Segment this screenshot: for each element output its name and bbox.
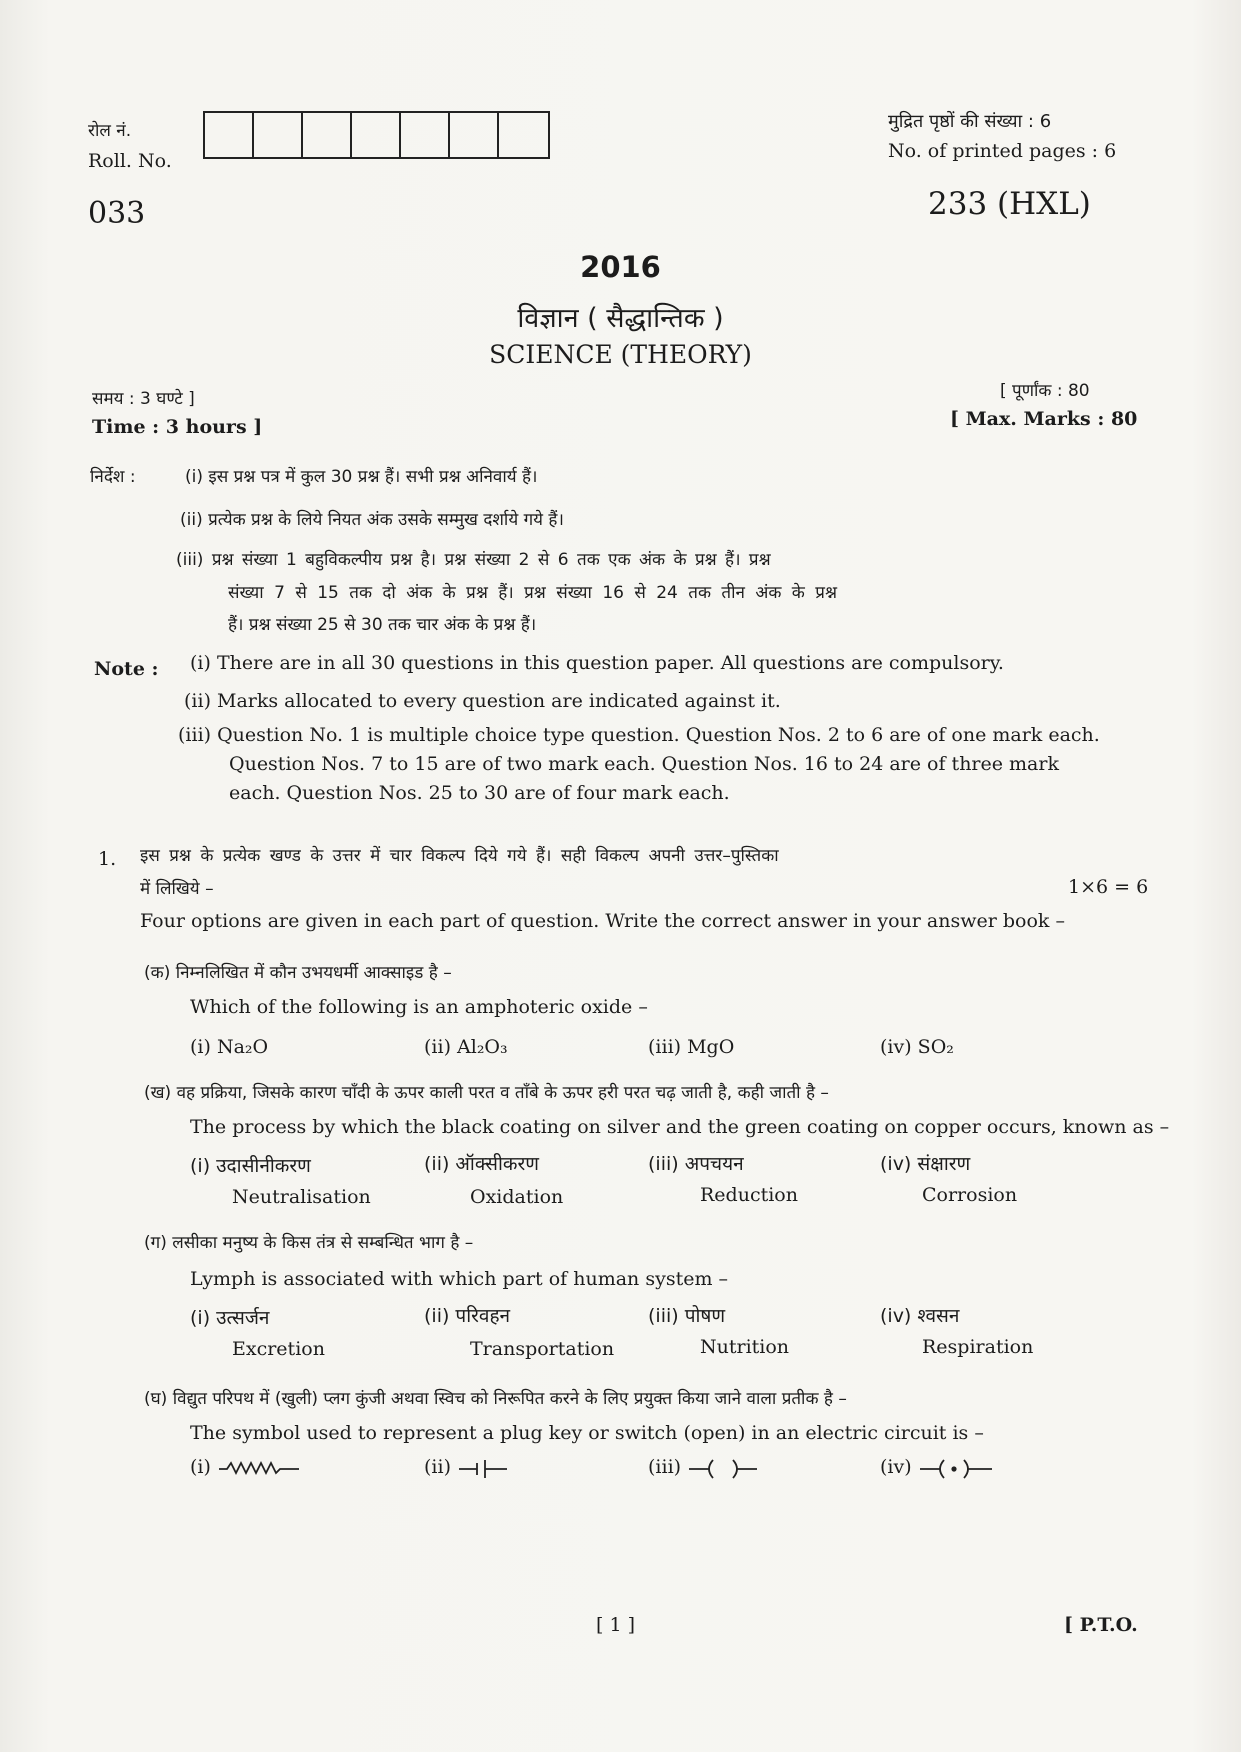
- exam-year: 2016: [580, 250, 661, 284]
- instruction-hindi-3-line1: (iii) प्रश्न संख्या 1 बहुविकल्पीय प्रश्न है। प्रश्न संख्या 2 से 6 तक एक अंक के प्रश्न हैं। प्रश्न: [176, 550, 771, 570]
- option: (iv) SO₂: [880, 1036, 954, 1058]
- option-gha-3: [648, 1456, 759, 1479]
- option-hindi: (ii) परिवहन: [424, 1305, 511, 1327]
- note-english-3-line3: each. Question Nos. 25 to 30 are of four mark each.: [229, 782, 730, 804]
- option-english: Nutrition: [700, 1336, 790, 1358]
- question-1-hindi-line2: में लिखिये –: [140, 879, 214, 899]
- roll-label-hindi: रोल नं.: [88, 121, 132, 141]
- roll-digit-box: [254, 113, 303, 157]
- part-kha-hindi: (ख) वह प्रक्रिया, जिसके कारण चाँदी के ऊपर काली परत व ताँबे के ऊपर हरी परत चढ़ जाती है, कही जाती है –: [144, 1083, 829, 1103]
- option-english: Respiration: [922, 1336, 1034, 1358]
- option-number: (i): [190, 1456, 211, 1478]
- option-hindi: (i) उदासीनीकरण: [190, 1155, 311, 1177]
- open-plug-key-icon: [687, 1457, 759, 1479]
- instruction-hindi-3-line3: हैं। प्रश्न संख्या 25 से 30 तक चार अंक के प्रश्न हैं।: [228, 615, 537, 635]
- option-english: Oxidation: [470, 1186, 564, 1208]
- part-ka-english: Which of the following is an amphoteric oxide –: [190, 996, 648, 1018]
- instruction-hindi-3-line2: संख्या 7 से 15 तक दो अंक के प्रश्न हैं। प्रश्न संख्या 16 से 24 तक तीन अंक के प्रश्न: [228, 583, 837, 603]
- roll-digit-box: [352, 113, 401, 157]
- instructions-label-hindi: निर्देश :: [90, 467, 136, 487]
- option-english: Neutralisation: [232, 1186, 371, 1208]
- option-hindi: (iv) श्वसन: [880, 1305, 960, 1327]
- option-gha-1: [190, 1456, 301, 1478]
- option-hindi: (ii) ऑक्सीकरण: [424, 1153, 539, 1175]
- printed-pages-english: No. of printed pages : 6: [888, 140, 1117, 162]
- max-marks-hindi: [ पूर्णांक : 80: [1000, 381, 1090, 401]
- note-english-2: (ii) Marks allocated to every question are indicated against it.: [184, 690, 781, 712]
- option-hindi: (iii) अपचयन: [648, 1153, 744, 1175]
- question-1-english: Four options are given in each part of question. Write the correct answer in your answer book –: [140, 910, 1065, 932]
- option-hindi: (i) उत्सर्जन: [190, 1307, 270, 1329]
- time-english: Time : 3 hours ]: [92, 416, 263, 438]
- paper-code: 233 (HXL): [928, 186, 1091, 222]
- subject-title-hindi: विज्ञान ( सैद्धान्तिक ): [517, 303, 724, 334]
- question-1-marks: 1×6 = 6: [1068, 876, 1149, 898]
- time-hindi: समय : 3 घण्टे ]: [92, 389, 195, 409]
- question-number: 1.: [98, 848, 117, 870]
- part-ga-hindi: (ग) लसीका मनुष्य के किस तंत्र से सम्बन्धित भाग है –: [144, 1233, 474, 1253]
- max-marks-english: [ Max. Marks : 80: [950, 408, 1138, 430]
- resistor-symbol-icon: [217, 1458, 301, 1478]
- roll-label-english: Roll. No.: [88, 150, 172, 172]
- part-kha-english: The process by which the black coating on silver and the green coating on copper occurs, known as –: [190, 1116, 1170, 1138]
- roll-digit-box: [401, 113, 450, 157]
- option-gha-2: [424, 1456, 509, 1479]
- roll-digit-box: [450, 113, 499, 157]
- option: (i) Na₂O: [190, 1036, 269, 1058]
- note-english-1: (i) There are in all 30 questions in this question paper. All questions are compulsory.: [190, 652, 1004, 674]
- option-english: Excretion: [232, 1338, 325, 1360]
- page-number: [ 1 ]: [596, 1614, 635, 1636]
- option: (iii) MgO: [648, 1036, 735, 1058]
- note-label-english: Note :: [94, 658, 159, 680]
- note-english-3-line1: (iii) Question No. 1 is multiple choice type question. Question Nos. 2 to 6 are of one mark each.: [178, 724, 1100, 746]
- centre-code: 033: [88, 196, 146, 231]
- instruction-hindi-1: (i) इस प्रश्न पत्र में कुल 30 प्रश्न हैं। सभी प्रश्न अनिवार्य हैं।: [185, 467, 538, 487]
- question-1-hindi-line1: इस प्रश्न के प्रत्येक खण्ड के उत्तर में चार विकल्प दिये गये हैं। सही विकल्प अपनी उत्तर–पुस्तिका: [140, 846, 779, 866]
- closed-plug-key-icon: [918, 1457, 994, 1479]
- option-number: (ii): [424, 1456, 451, 1478]
- part-gha-english: The symbol used to represent a plug key or switch (open) in an electric circuit is –: [190, 1422, 984, 1444]
- part-ka-hindi: (क) निम्नलिखित में कौन उभयधर्मी आक्साइड है –: [144, 963, 452, 983]
- option: (ii) Al₂O₃: [424, 1036, 508, 1058]
- cell-symbol-icon: [457, 1457, 509, 1479]
- please-turn-over: [ P.T.O.: [1064, 1614, 1138, 1636]
- roll-digit-box: [205, 113, 254, 157]
- note-english-3-line2: Question Nos. 7 to 15 are of two mark each. Question Nos. 16 to 24 are of three mark: [229, 753, 1059, 775]
- option-hindi: (iv) संक्षारण: [880, 1153, 971, 1175]
- instruction-hindi-2: (ii) प्रत्येक प्रश्न के लिये नियत अंक उसके सम्मुख दर्शाये गये हैं।: [180, 510, 564, 530]
- option-english: Corrosion: [922, 1184, 1018, 1206]
- part-ga-english: Lymph is associated with which part of human system –: [190, 1268, 729, 1290]
- option-number: (iii): [648, 1456, 682, 1478]
- option-english: Transportation: [470, 1338, 615, 1360]
- option-english: Reduction: [700, 1184, 798, 1206]
- printed-pages-hindi: मुद्रित पृष्ठों की संख्या : 6: [888, 111, 1052, 132]
- option-number: (iv): [880, 1456, 912, 1478]
- roll-digit-box: [303, 113, 352, 157]
- part-gha-hindi: (घ) विद्युत परिपथ में (खुली) प्लग कुंजी अथवा स्विच को निरूपित करने के लिए प्रयुक्त किया जाने वाला प्रतीक है –: [144, 1389, 847, 1409]
- option-hindi: (iii) पोषण: [648, 1305, 726, 1327]
- option-gha-4: [880, 1456, 994, 1479]
- roll-digit-box: [499, 113, 548, 157]
- subject-title-english: SCIENCE (THEORY): [489, 340, 752, 369]
- roll-number-boxes: [203, 111, 550, 159]
